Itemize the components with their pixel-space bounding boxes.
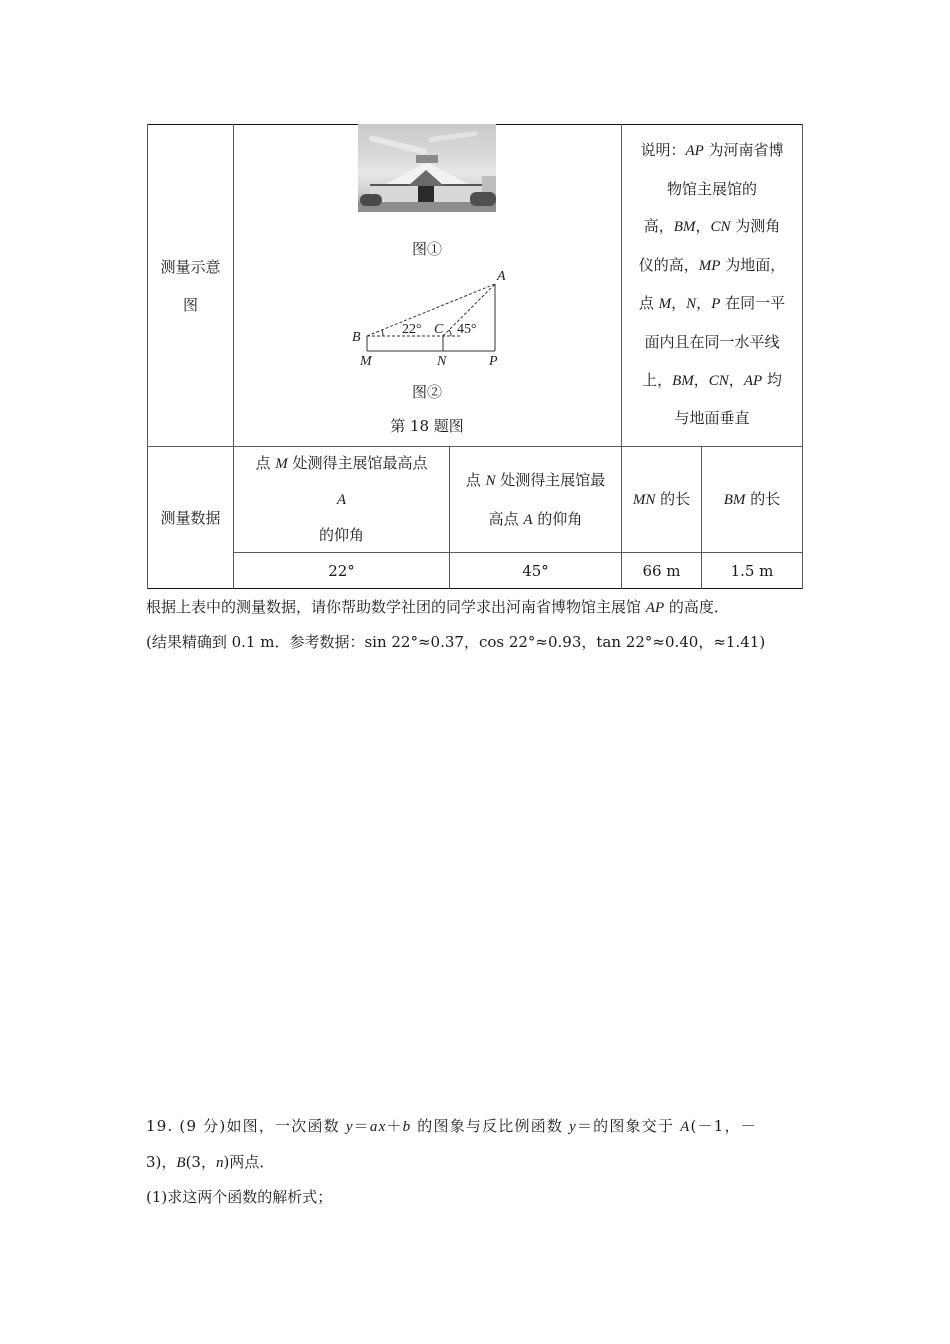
desc-line: 物馆主展馆的: [666, 179, 757, 198]
header-line: 点 M 处测得主展馆最高点: [255, 454, 428, 472]
geometry-diagram: [340, 262, 520, 372]
header-mn-length: [622, 447, 701, 552]
header-angle-n: [450, 447, 621, 552]
value-angle-m: 22°: [328, 561, 355, 580]
row-label-data: 测量数据: [160, 508, 221, 527]
table-border-bottom: [147, 588, 803, 589]
desc-line: 与地面垂直: [674, 409, 750, 428]
point-b-label: B: [352, 330, 361, 345]
angle-b-label: 22°: [402, 322, 422, 337]
header-angle-m: [234, 447, 449, 552]
description-cell: [622, 132, 802, 432]
header-line: MN 的长: [632, 490, 691, 508]
table-border-right: [802, 124, 803, 589]
figure1-caption: 图①: [411, 240, 442, 258]
desc-line: 说明：AP 为河南省博: [640, 141, 784, 159]
figure2-caption: 图②: [411, 383, 442, 401]
desc-line: 点 M，N，P 在同一平: [638, 294, 786, 313]
header-bm-length: [702, 447, 802, 552]
museum-photo: [358, 124, 496, 212]
point-a-label: A: [497, 269, 506, 284]
question18-note: (结果精确到 0.1 m．参考数据：sin 22°≈0.37，cos 22°≈0.93，tan 22°≈0.40，≈1.41): [146, 633, 766, 651]
desc-line: 上，BM，CN，AP 均: [642, 370, 782, 389]
point-n-label: N: [437, 354, 447, 369]
header-line: BM 的长: [723, 490, 781, 508]
header-line: 高点 A 的仰角: [488, 509, 583, 528]
question18-text: 根据上表中的测量数据，请你帮助数学社团的同学求出河南省博物馆主展馆 AP 的高度．: [146, 598, 729, 616]
header-line: A: [336, 492, 347, 508]
point-c-label: C: [434, 322, 444, 337]
row-label-line: 测量示意: [160, 257, 221, 276]
value-mn-length: 66 m: [642, 561, 681, 580]
desc-line: 面内且在同一水平线: [644, 332, 780, 351]
figure-title: 第 18 题图: [390, 417, 464, 435]
point-m-label: M: [360, 354, 372, 369]
header-line: 的仰角: [318, 526, 364, 544]
question19-line1: 19. (9 分)如图，一次函数 y＝ax＋b 的图象与反比例函数 y＝的图象交于 A(－1，－: [146, 1117, 757, 1135]
point-p-label: P: [489, 354, 498, 369]
value-angle-n: 45°: [522, 561, 549, 580]
desc-line: 仪的高，MP 为地面，: [638, 255, 786, 274]
row-label-line: 图: [182, 295, 198, 314]
question19-part1: (1)求这两个函数的解析式；: [146, 1188, 333, 1206]
row-label-diagram: [148, 125, 233, 446]
value-bm-length: 1.5 m: [730, 561, 774, 580]
desc-line: 高，BM，CN 为测角: [643, 217, 781, 236]
question19-line2: 3)，B(3，n)两点．: [146, 1153, 275, 1171]
header-line: 点 N 处测得主展馆最: [465, 470, 606, 489]
table-border-top-right: [496, 124, 803, 125]
angle-c-label: 45°: [457, 322, 477, 337]
